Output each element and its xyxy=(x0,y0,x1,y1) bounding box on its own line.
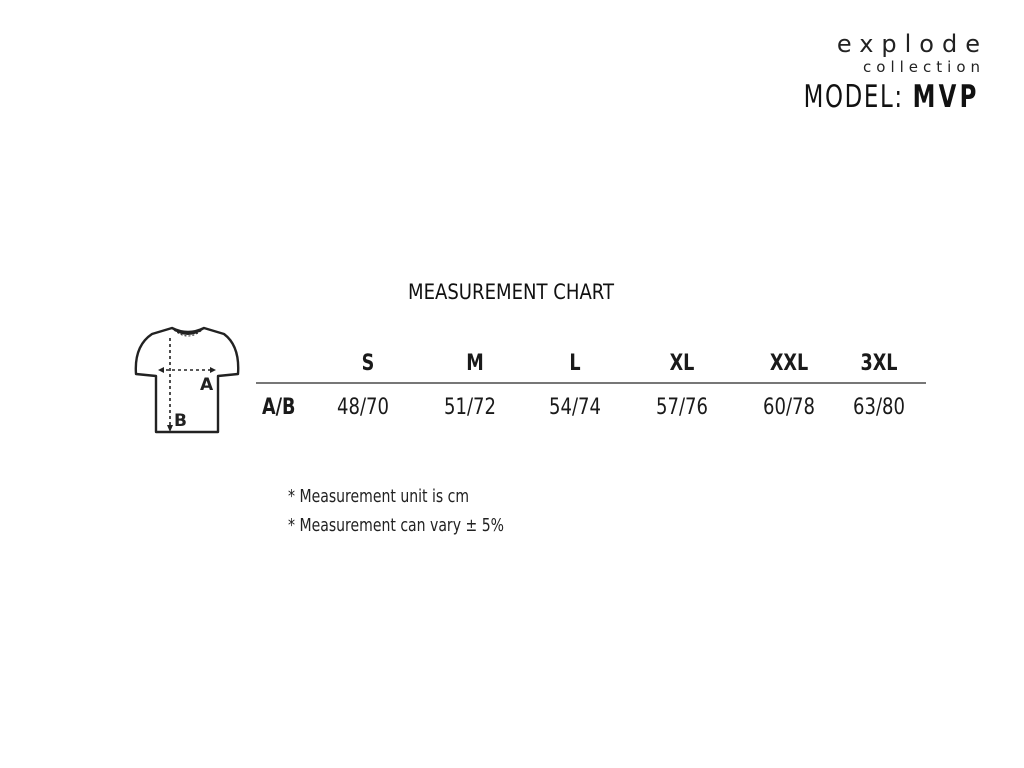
size-header-cell: S xyxy=(361,351,375,376)
notes-block xyxy=(288,482,565,540)
measure-b-label: B xyxy=(174,411,187,431)
value-cell: 48/70 xyxy=(337,395,389,420)
tshirt-diagram-icon xyxy=(132,322,244,438)
size-header-row xyxy=(256,346,926,384)
model-label: MODEL: xyxy=(803,79,905,115)
value-cell: 60/78 xyxy=(763,395,815,420)
value-cell: 54/74 xyxy=(549,395,601,420)
value-cell: 51/72 xyxy=(444,395,496,420)
measurement-table xyxy=(256,346,926,432)
size-header-cell: XXL xyxy=(769,351,809,376)
model-value: MVP xyxy=(912,79,980,115)
note-variance: * Measurement can vary ± 5% xyxy=(288,515,504,536)
measurement-value-row xyxy=(256,384,926,432)
row-label: A/B xyxy=(262,395,296,420)
model-line xyxy=(804,78,980,116)
size-header-cell: 3XL xyxy=(860,351,898,376)
measure-a-label: A xyxy=(200,375,214,395)
value-cell: 63/80 xyxy=(853,395,905,420)
brand-block xyxy=(765,30,988,116)
brand-name: explode xyxy=(836,30,988,58)
size-header-cell: M xyxy=(466,351,484,376)
chart-title: MEASUREMENT CHART xyxy=(408,280,615,304)
note-unit: * Measurement unit is cm xyxy=(288,486,470,507)
value-cell: 57/76 xyxy=(656,395,708,420)
size-header-cell: XL xyxy=(669,351,695,376)
size-header-cell: L xyxy=(569,351,581,376)
brand-subtitle: collection xyxy=(863,58,985,76)
tshirt-outline xyxy=(136,328,238,432)
